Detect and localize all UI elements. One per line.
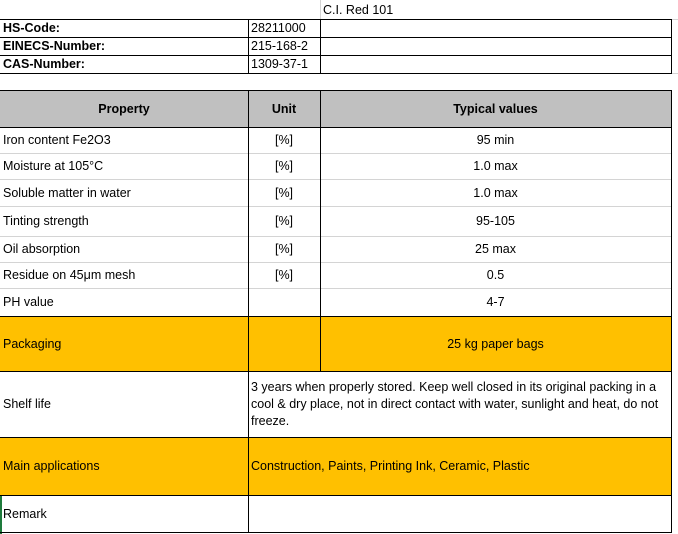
row-value: 25 max bbox=[475, 242, 516, 256]
remark-value[interactable] bbox=[248, 495, 671, 532]
hs-code-value: 28211000 bbox=[251, 21, 306, 35]
border bbox=[0, 73, 671, 74]
grid-line bbox=[0, 153, 671, 154]
border bbox=[0, 437, 671, 438]
border bbox=[0, 55, 671, 56]
border bbox=[248, 90, 249, 533]
border bbox=[0, 127, 671, 128]
border bbox=[248, 19, 249, 74]
cas-label: CAS-Number: bbox=[3, 57, 85, 71]
row-value: 0.5 bbox=[486, 268, 505, 282]
packaging-value: 25 kg paper bags bbox=[447, 336, 544, 351]
row-property: Soluble matter in water bbox=[3, 185, 131, 200]
packaging-label: Packaging bbox=[3, 336, 62, 351]
row-unit bbox=[248, 288, 320, 316]
row-value: 1.0 max bbox=[473, 159, 518, 173]
row-unit: [%] bbox=[274, 133, 294, 147]
row-unit: [%] bbox=[274, 185, 294, 200]
applications-value: Construction, Paints, Printing Ink, Ceramic, Plastic bbox=[251, 459, 530, 473]
border bbox=[671, 19, 672, 74]
row-property: Oil absorption bbox=[3, 242, 81, 256]
grid-line bbox=[0, 206, 671, 207]
product-title: C.I. Red 101 bbox=[323, 2, 394, 17]
border bbox=[671, 90, 672, 533]
row-property: Iron content Fe2O3 bbox=[3, 133, 111, 147]
header-property: Property bbox=[98, 101, 150, 116]
header-typical-values: Typical values bbox=[453, 101, 538, 116]
cas-value: 1309-37-1 bbox=[251, 57, 308, 71]
shelf-life-value: 3 years when properly stored. Keep well closed in its original packing in a cool & dry place, not in direct contact with water, sunlight and heat, do not freeze. bbox=[251, 379, 659, 428]
remark-label: Remark bbox=[3, 506, 47, 521]
row-property: Residue on 45μm mesh bbox=[3, 268, 136, 282]
border bbox=[0, 316, 671, 317]
row-value: 1.0 max bbox=[473, 185, 518, 200]
row-unit: [%] bbox=[274, 214, 294, 228]
border bbox=[0, 532, 671, 533]
applications-label: Main applications bbox=[3, 459, 100, 473]
einecs-value: 215-168-2 bbox=[251, 39, 308, 53]
einecs-label: EINECS-Number: bbox=[3, 39, 106, 53]
border bbox=[320, 19, 321, 74]
grid-line bbox=[0, 179, 671, 180]
grid-line bbox=[0, 288, 671, 289]
grid-line bbox=[0, 236, 671, 237]
border bbox=[0, 495, 671, 496]
row-unit: [%] bbox=[274, 159, 294, 173]
border bbox=[0, 90, 671, 91]
row-unit: [%] bbox=[274, 268, 294, 282]
row-property: Tinting strength bbox=[3, 214, 89, 228]
border bbox=[0, 371, 671, 372]
row-unit: [%] bbox=[274, 242, 294, 256]
row-property: PH value bbox=[3, 295, 54, 309]
border bbox=[320, 90, 321, 372]
grid-line bbox=[0, 262, 671, 263]
border bbox=[0, 37, 671, 38]
shelf-life-label: Shelf life bbox=[3, 397, 51, 411]
border bbox=[0, 19, 671, 20]
row-value: 95-105 bbox=[476, 214, 515, 228]
hs-code-label: HS-Code: bbox=[3, 21, 60, 35]
header-unit: Unit bbox=[271, 101, 297, 116]
row-value: 4-7 bbox=[486, 295, 505, 309]
row-property: Moisture at 105°C bbox=[3, 159, 104, 173]
row-value: 95 min bbox=[476, 133, 515, 147]
